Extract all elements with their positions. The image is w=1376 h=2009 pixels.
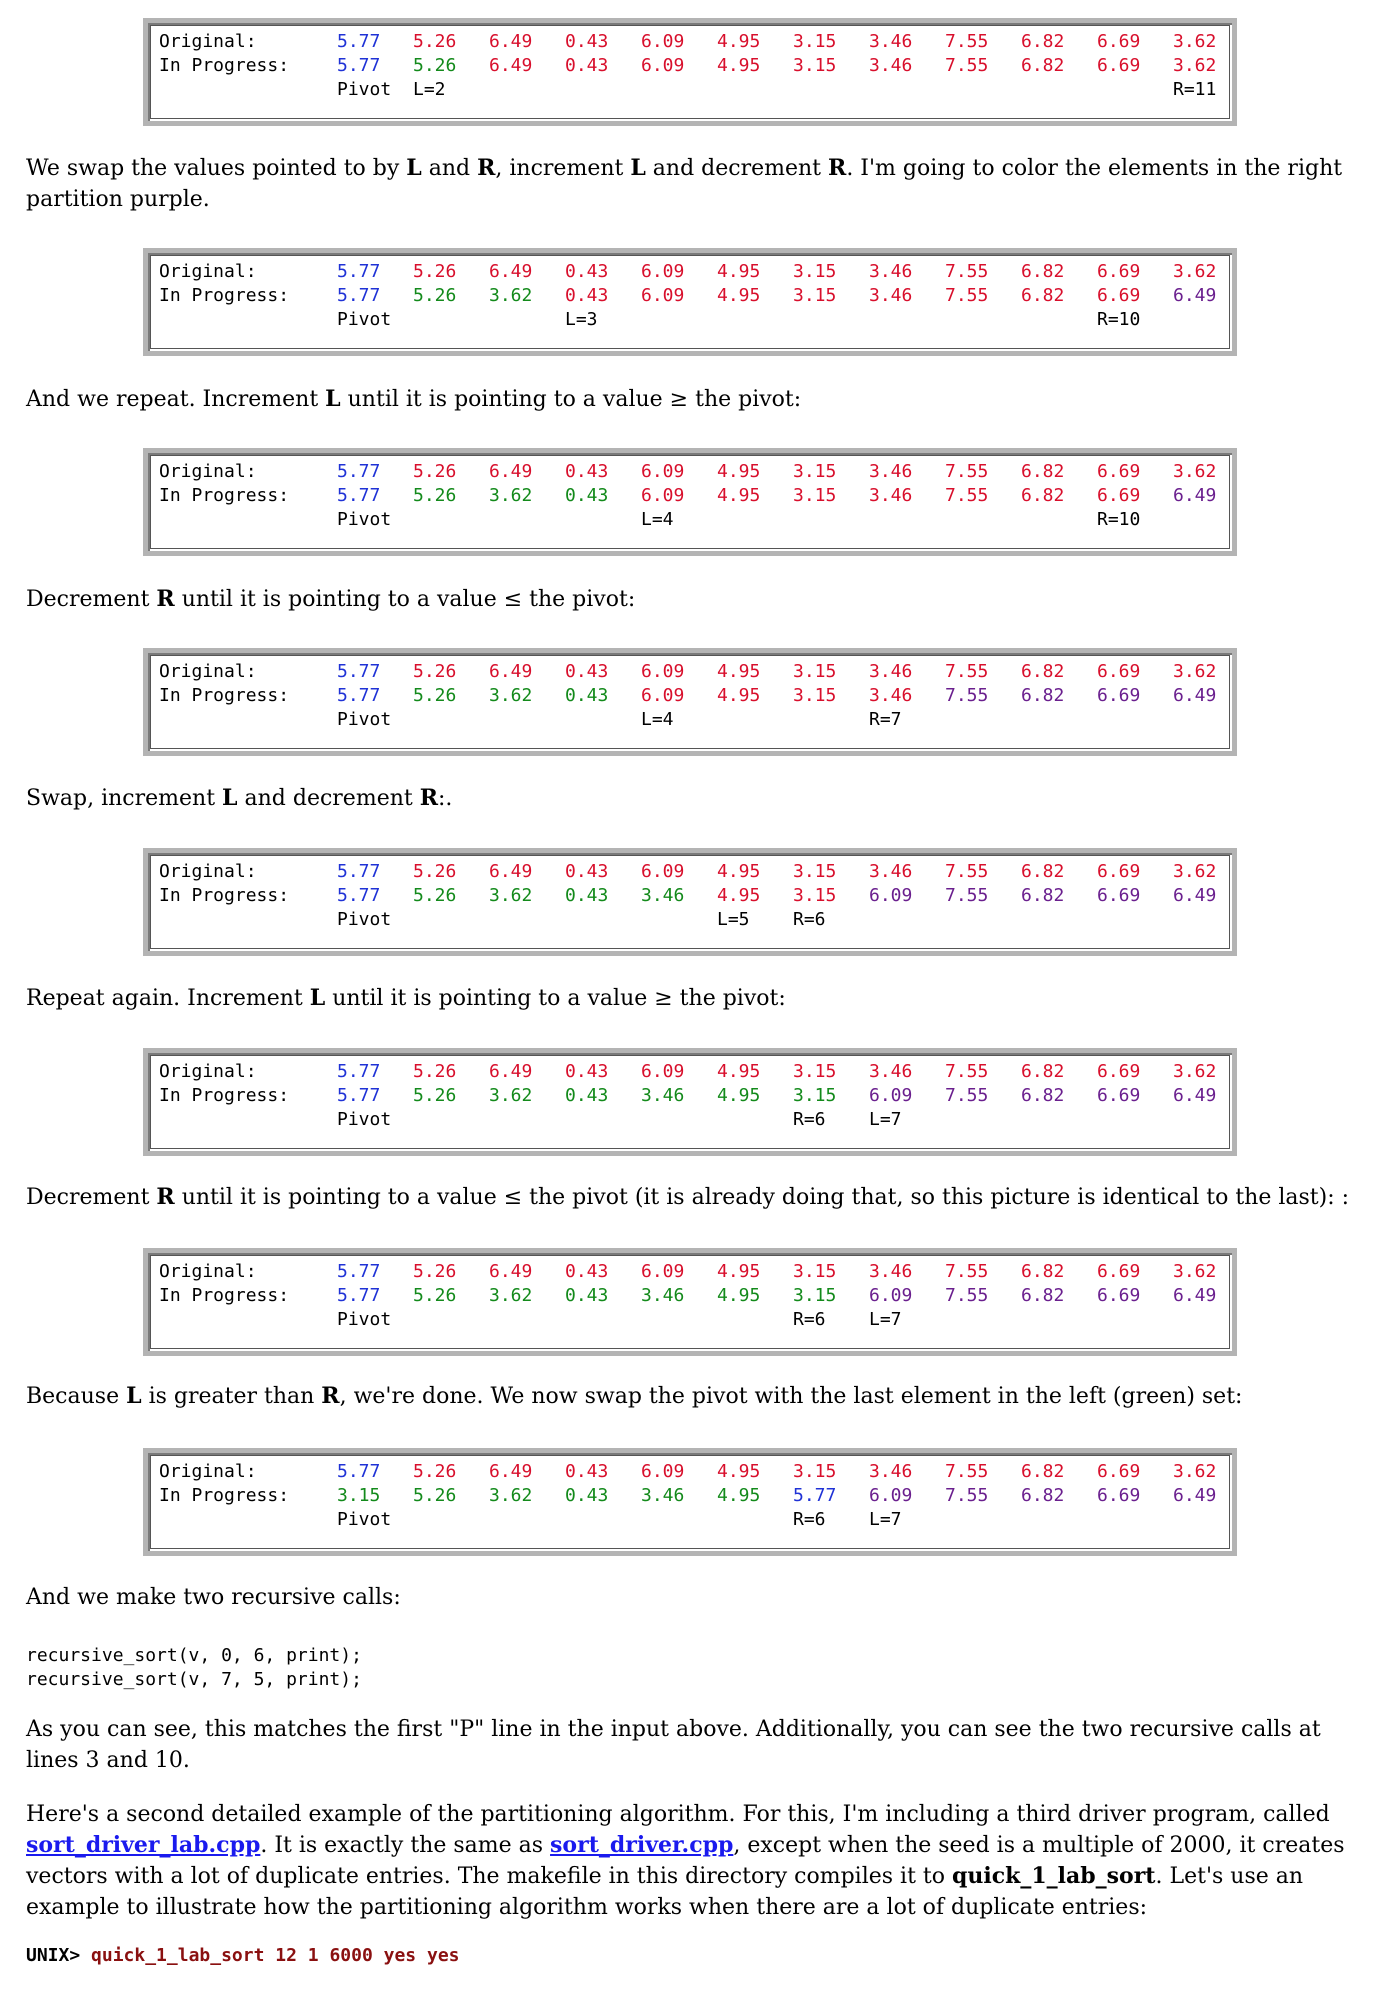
in-progress-row-cell: 3.46 [641, 1285, 685, 1306]
paragraph-matches: As you can see, this matches the first "P" line in the input above. Additionally, you can see the two recursive calls at lines 3 and 10. [26, 1717, 1321, 1773]
pointer-row-cell: R=10 [1097, 309, 1141, 330]
original-row-cell: 0.43 [565, 261, 609, 282]
original-row [159, 30, 1219, 54]
original-row-cell: 3.46 [869, 1261, 913, 1282]
original-row-label: Original: [159, 1461, 257, 1482]
original-row-cell: 4.95 [717, 1061, 761, 1082]
paragraph-swap-again: Swap, increment L and decrement R:. [26, 785, 453, 811]
in-progress-row [159, 1284, 1219, 1308]
in-progress-row-cell: 6.09 [869, 1285, 913, 1306]
code-line-1: recursive_sort(v, 0, 6, print); [26, 1645, 362, 1666]
original-row-cell: 6.49 [489, 661, 533, 682]
in-progress-row-cell: 3.46 [641, 885, 685, 906]
original-row-cell: 5.77 [337, 1061, 381, 1082]
in-progress-row-cell: 5.26 [413, 1285, 457, 1306]
pointer-row [159, 508, 1219, 532]
original-row [159, 1260, 1219, 1284]
in-progress-row-cell: 6.69 [1097, 1485, 1141, 1506]
original-row-cell: 5.77 [337, 261, 381, 282]
in-progress-row-cell: 3.15 [793, 1085, 837, 1106]
original-row-cell: 6.82 [1021, 461, 1065, 482]
original-row-cell: 6.09 [641, 661, 685, 682]
original-row-cell: 5.26 [413, 861, 457, 882]
in-progress-row-cell: 6.49 [1173, 685, 1217, 706]
pointer-row-cell: Pivot [337, 1509, 392, 1530]
pointer-row [159, 708, 1219, 732]
original-row-cell: 4.95 [717, 661, 761, 682]
original-row [159, 860, 1219, 884]
in-progress-row-cell: 7.55 [945, 1285, 989, 1306]
in-progress-row-cell: 6.49 [1173, 1485, 1217, 1506]
original-row-cell: 5.77 [337, 661, 381, 682]
original-row-cell: 5.26 [413, 261, 457, 282]
in-progress-row-cell: 6.69 [1097, 1285, 1141, 1306]
in-progress-row-cell: 6.09 [869, 1485, 913, 1506]
pointer-row-cell: Pivot [337, 1109, 392, 1130]
in-progress-row-cell: 3.15 [793, 285, 837, 306]
paragraph-done: Because L is greater than R, we're done. We now swap the pivot with the last element in the left (green) set: [26, 1383, 1243, 1409]
in-progress-row-label: In Progress: [159, 685, 290, 706]
original-row-cell: 4.95 [717, 1261, 761, 1282]
in-progress-row-cell: 3.62 [1173, 55, 1217, 76]
in-progress-row-cell: 6.82 [1021, 685, 1065, 706]
in-progress-row-cell: 3.15 [793, 55, 837, 76]
original-row-cell: 6.69 [1097, 1461, 1141, 1482]
original-row-cell: 6.82 [1021, 861, 1065, 882]
in-progress-row-cell: 7.55 [945, 685, 989, 706]
in-progress-row-cell: 5.77 [337, 55, 381, 76]
in-progress-row [159, 1084, 1219, 1108]
pointer-row-cell: R=11 [1173, 79, 1217, 100]
original-row-cell: 5.26 [413, 1261, 457, 1282]
in-progress-row [159, 284, 1219, 308]
partition-box-2 [143, 248, 1237, 356]
original-row-cell: 6.82 [1021, 661, 1065, 682]
in-progress-row-cell: 3.46 [869, 285, 913, 306]
original-row-cell: 6.69 [1097, 661, 1141, 682]
in-progress-row-cell: 3.46 [641, 1485, 685, 1506]
in-progress-row-cell: 6.49 [1173, 885, 1217, 906]
original-row-cell: 0.43 [565, 461, 609, 482]
original-row-cell: 6.09 [641, 261, 685, 282]
in-progress-row-label: In Progress: [159, 885, 290, 906]
original-row-cell: 7.55 [945, 31, 989, 52]
in-progress-row-cell: 0.43 [565, 485, 609, 506]
original-row-cell: 5.77 [337, 1261, 381, 1282]
original-row [159, 660, 1219, 684]
in-progress-row [159, 1484, 1219, 1508]
original-row-cell: 4.95 [717, 31, 761, 52]
original-row-label: Original: [159, 261, 257, 282]
in-progress-row-cell: 3.62 [489, 1285, 533, 1306]
original-row-cell: 3.62 [1173, 1061, 1217, 1082]
pointer-row [159, 78, 1219, 102]
original-row-cell: 3.46 [869, 1461, 913, 1482]
in-progress-row-cell: 6.49 [489, 55, 533, 76]
original-row-cell: 5.77 [337, 1461, 381, 1482]
in-progress-row [159, 484, 1219, 508]
in-progress-row-cell: 5.77 [793, 1485, 837, 1506]
in-progress-row-cell: 5.77 [337, 285, 381, 306]
paragraph-decrement-again: Decrement R until it is pointing to a value ≤ the pivot (it is already doing that, so this picture is identical to the last): : [26, 1184, 1350, 1210]
in-progress-row-cell: 4.95 [717, 485, 761, 506]
original-row-cell: 6.09 [641, 1461, 685, 1482]
original-row-cell: 7.55 [945, 661, 989, 682]
in-progress-row-label: In Progress: [159, 1285, 290, 1306]
in-progress-row-cell: 5.77 [337, 485, 381, 506]
in-progress-row-cell: 6.69 [1097, 885, 1141, 906]
in-progress-row-cell: 6.69 [1097, 1085, 1141, 1106]
pointer-row-cell: R=7 [869, 709, 902, 730]
original-row-cell: 6.49 [489, 1261, 533, 1282]
original-row-cell: 3.62 [1173, 1261, 1217, 1282]
original-row-cell: 6.69 [1097, 1261, 1141, 1282]
in-progress-row-cell: 0.43 [565, 885, 609, 906]
original-row-cell: 6.82 [1021, 1261, 1065, 1282]
original-row-cell: 5.26 [413, 461, 457, 482]
original-row-cell: 4.95 [717, 1461, 761, 1482]
paragraph-repeat: And we repeat. Increment L until it is pointing to a value ≥ the pivot: [26, 386, 802, 412]
in-progress-row-cell: 4.95 [717, 285, 761, 306]
original-row-cell: 5.77 [337, 861, 381, 882]
in-progress-row-cell: 3.62 [489, 1485, 533, 1506]
command-line [26, 1944, 460, 1968]
pointer-row-cell: Pivot [337, 1309, 392, 1330]
original-row-cell: 6.82 [1021, 31, 1065, 52]
original-row-cell: 3.46 [869, 661, 913, 682]
in-progress-row-cell: 4.95 [717, 1485, 761, 1506]
original-row-cell: 6.09 [641, 461, 685, 482]
original-row-cell: 6.49 [489, 861, 533, 882]
in-progress-row-label: In Progress: [159, 55, 290, 76]
pointer-row-cell: Pivot [337, 909, 392, 930]
original-row-cell: 3.15 [793, 861, 837, 882]
pointer-row-cell: R=6 [793, 1109, 826, 1130]
original-row-cell: 3.46 [869, 31, 913, 52]
in-progress-row-cell: 5.77 [337, 685, 381, 706]
original-row [159, 260, 1219, 284]
in-progress-row-cell: 0.43 [565, 685, 609, 706]
pointer-row [159, 1108, 1219, 1132]
in-progress-row-cell: 5.26 [413, 1085, 457, 1106]
in-progress-row-cell: 4.95 [717, 55, 761, 76]
in-progress-row-cell: 6.09 [869, 885, 913, 906]
original-row-cell: 4.95 [717, 261, 761, 282]
in-progress-row-cell: 4.95 [717, 685, 761, 706]
in-progress-row-cell: 6.49 [1173, 285, 1217, 306]
original-row-cell: 3.46 [869, 261, 913, 282]
in-progress-row-cell: 5.77 [337, 1285, 381, 1306]
original-row-cell: 3.62 [1173, 1461, 1217, 1482]
original-row-cell: 5.26 [413, 661, 457, 682]
pointer-row-cell: L=3 [565, 309, 598, 330]
original-row-cell: 6.49 [489, 31, 533, 52]
in-progress-row-cell: 6.82 [1021, 55, 1065, 76]
partition-box-6 [143, 1048, 1237, 1156]
pointer-row-cell: Pivot [337, 509, 392, 530]
original-row-cell: 7.55 [945, 1261, 989, 1282]
original-row-cell: 6.49 [489, 1061, 533, 1082]
in-progress-row-cell: 6.49 [1173, 1085, 1217, 1106]
in-progress-row-cell: 6.49 [1173, 485, 1217, 506]
original-row-cell: 3.46 [869, 1061, 913, 1082]
in-progress-row-cell: 4.95 [717, 885, 761, 906]
in-progress-row [159, 884, 1219, 908]
in-progress-row-cell: 5.77 [337, 1085, 381, 1106]
pointer-row [159, 1508, 1219, 1532]
in-progress-row-cell: 3.15 [337, 1485, 381, 1506]
paragraph-swap: We swap the values pointed to by L and R, increment L and decrement R. I'm going to color the elements in the right partition purple. [26, 155, 1343, 212]
paragraph-second-example: Here's a second detailed example of the partitioning algorithm. For this, I'm including a third driver program, called sort_driver_lab.cpp. It is exactly the same as sort_driver.cpp, except when the seed is a multiple of 2000, it creates vectors with a lot of duplicate entries. The makefile in this directory compiles it to quick_1_lab_sort. Let's use an example to illustrate how the partitioning algorithm works when there are a lot of duplicate entries: [26, 1802, 1345, 1920]
partition-box-7 [143, 1248, 1237, 1356]
in-progress-row-cell: 5.26 [413, 55, 457, 76]
in-progress-row-label: In Progress: [159, 1085, 290, 1106]
original-row-cell: 3.62 [1173, 461, 1217, 482]
in-progress-row-label: In Progress: [159, 285, 290, 306]
pointer-row-cell: L=7 [869, 1309, 902, 1330]
in-progress-row-cell: 3.15 [793, 685, 837, 706]
partition-box-4 [143, 648, 1237, 756]
in-progress-row [159, 684, 1219, 708]
original-row-cell: 3.62 [1173, 31, 1217, 52]
pointer-row-cell: Pivot [337, 309, 392, 330]
original-row-cell: 3.46 [869, 861, 913, 882]
in-progress-row-cell: 6.09 [869, 1085, 913, 1106]
in-progress-row-cell: 0.43 [565, 1085, 609, 1106]
partition-box-8 [143, 1448, 1237, 1556]
original-row-cell: 0.43 [565, 1261, 609, 1282]
original-row-cell: 6.09 [641, 1061, 685, 1082]
link-sort-driver-lab[interactable]: sort_driver_lab.cpp [26, 1832, 261, 1858]
original-row-cell: 6.69 [1097, 461, 1141, 482]
in-progress-row-cell: 6.69 [1097, 55, 1141, 76]
original-row-cell: 3.15 [793, 1461, 837, 1482]
original-row-cell: 7.55 [945, 261, 989, 282]
in-progress-row-cell: 6.82 [1021, 1085, 1065, 1106]
original-row-cell: 6.49 [489, 461, 533, 482]
pointer-row-cell: L=4 [641, 709, 674, 730]
original-row-cell: 6.49 [489, 1461, 533, 1482]
in-progress-row-cell: 3.15 [793, 485, 837, 506]
in-progress-row-label: In Progress: [159, 1485, 290, 1506]
pointer-row-cell: L=4 [641, 509, 674, 530]
in-progress-row-cell: 6.49 [1173, 1285, 1217, 1306]
in-progress-row-cell: 6.09 [641, 55, 685, 76]
in-progress-row-cell: 7.55 [945, 885, 989, 906]
original-row [159, 1460, 1219, 1484]
original-row-cell: 0.43 [565, 661, 609, 682]
original-row-cell: 0.43 [565, 1461, 609, 1482]
in-progress-row-cell: 6.09 [641, 285, 685, 306]
in-progress-row-cell: 3.46 [869, 55, 913, 76]
pointer-row-cell: R=6 [793, 1509, 826, 1530]
in-progress-row-cell: 7.55 [945, 1085, 989, 1106]
original-row-cell: 6.69 [1097, 261, 1141, 282]
original-row-cell: 7.55 [945, 1461, 989, 1482]
original-row-cell: 4.95 [717, 461, 761, 482]
in-progress-row-cell: 5.26 [413, 1485, 457, 1506]
original-row-cell: 5.26 [413, 31, 457, 52]
original-row-label: Original: [159, 1261, 257, 1282]
in-progress-row-cell: 5.26 [413, 685, 457, 706]
paragraph-repeat-again: Repeat again. Increment L until it is pointing to a value ≥ the pivot: [26, 985, 786, 1011]
in-progress-row-cell: 7.55 [945, 285, 989, 306]
original-row-cell: 3.62 [1173, 661, 1217, 682]
original-row-cell: 0.43 [565, 1061, 609, 1082]
command-text: quick_1_lab_sort 12 1 6000 yes yes [91, 1945, 460, 1966]
pointer-row-cell: Pivot [337, 709, 392, 730]
pointer-row-cell: L=7 [869, 1509, 902, 1530]
original-row-cell: 5.77 [337, 31, 381, 52]
partition-box-3 [143, 448, 1237, 556]
original-row-cell: 6.09 [641, 1261, 685, 1282]
original-row-cell: 3.15 [793, 261, 837, 282]
original-row [159, 460, 1219, 484]
in-progress-row-cell: 3.62 [489, 885, 533, 906]
in-progress-row-cell: 3.62 [489, 685, 533, 706]
in-progress-row-cell: 5.26 [413, 285, 457, 306]
original-row-cell: 3.15 [793, 1061, 837, 1082]
in-progress-row-cell: 7.55 [945, 55, 989, 76]
original-row-cell: 6.82 [1021, 1461, 1065, 1482]
pointer-row [159, 908, 1219, 932]
in-progress-row-cell: 0.43 [565, 1485, 609, 1506]
in-progress-row-cell: 3.15 [793, 885, 837, 906]
original-row-label: Original: [159, 31, 257, 52]
pointer-row [159, 1308, 1219, 1332]
original-row-cell: 6.82 [1021, 1061, 1065, 1082]
original-row [159, 1060, 1219, 1084]
original-row-label: Original: [159, 461, 257, 482]
original-row-label: Original: [159, 861, 257, 882]
original-row-cell: 3.15 [793, 661, 837, 682]
in-progress-row-cell: 3.46 [869, 485, 913, 506]
in-progress-row-cell: 3.62 [489, 485, 533, 506]
pointer-row-cell: Pivot [337, 79, 392, 100]
in-progress-row-cell: 0.43 [565, 55, 609, 76]
original-row-cell: 6.09 [641, 31, 685, 52]
in-progress-row-cell: 3.46 [869, 685, 913, 706]
original-row-cell: 4.95 [717, 861, 761, 882]
original-row-cell: 6.09 [641, 861, 685, 882]
original-row-cell: 6.82 [1021, 261, 1065, 282]
paragraph-decrement-r: Decrement R until it is pointing to a value ≤ the pivot: [26, 586, 636, 612]
in-progress-row-cell: 7.55 [945, 485, 989, 506]
in-progress-row-cell: 6.69 [1097, 685, 1141, 706]
in-progress-row-cell: 6.82 [1021, 1485, 1065, 1506]
original-row-cell: 7.55 [945, 1061, 989, 1082]
in-progress-row-cell: 3.62 [489, 285, 533, 306]
in-progress-row-cell: 4.95 [717, 1085, 761, 1106]
original-row-cell: 3.15 [793, 461, 837, 482]
unix-prompt: UNIX> [26, 1945, 92, 1966]
in-progress-row [159, 54, 1219, 78]
original-row-cell: 3.15 [793, 31, 837, 52]
original-row-label: Original: [159, 1061, 257, 1082]
partition-box-5 [143, 848, 1237, 956]
original-row-cell: 0.43 [565, 861, 609, 882]
original-row-cell: 3.62 [1173, 861, 1217, 882]
in-progress-row-cell: 5.26 [413, 485, 457, 506]
in-progress-row-cell: 6.09 [641, 685, 685, 706]
code-line-2: recursive_sort(v, 7, 5, print); [26, 1669, 362, 1690]
in-progress-row-label: In Progress: [159, 485, 290, 506]
link-sort-driver[interactable]: sort_driver.cpp [550, 1832, 734, 1858]
in-progress-row-cell: 5.26 [413, 885, 457, 906]
in-progress-row-cell: 6.09 [641, 485, 685, 506]
original-row-cell: 7.55 [945, 861, 989, 882]
pointer-row-cell: R=6 [793, 1309, 826, 1330]
original-row-cell: 7.55 [945, 461, 989, 482]
pointer-row [159, 308, 1219, 332]
in-progress-row-cell: 3.15 [793, 1285, 837, 1306]
pointer-row-cell: L=2 [413, 79, 446, 100]
in-progress-row-cell: 0.43 [565, 1285, 609, 1306]
pointer-row-cell: R=10 [1097, 509, 1141, 530]
in-progress-row-cell: 3.46 [641, 1085, 685, 1106]
original-row-cell: 0.43 [565, 31, 609, 52]
in-progress-row-cell: 7.55 [945, 1485, 989, 1506]
original-row-cell: 5.77 [337, 461, 381, 482]
in-progress-row-cell: 3.62 [489, 1085, 533, 1106]
pointer-row-cell: L=5 [717, 909, 750, 930]
original-row-label: Original: [159, 661, 257, 682]
in-progress-row-cell: 5.77 [337, 885, 381, 906]
original-row-cell: 6.69 [1097, 31, 1141, 52]
pointer-row-cell: L=7 [869, 1109, 902, 1130]
in-progress-row-cell: 6.82 [1021, 1285, 1065, 1306]
original-row-cell: 5.26 [413, 1061, 457, 1082]
in-progress-row-cell: 0.43 [565, 285, 609, 306]
original-row-cell: 6.49 [489, 261, 533, 282]
in-progress-row-cell: 6.82 [1021, 285, 1065, 306]
in-progress-row-cell: 6.69 [1097, 485, 1141, 506]
original-row-cell: 5.26 [413, 1461, 457, 1482]
in-progress-row-cell: 6.69 [1097, 285, 1141, 306]
original-row-cell: 6.69 [1097, 1061, 1141, 1082]
in-progress-row-cell: 6.82 [1021, 885, 1065, 906]
in-progress-row-cell: 6.82 [1021, 485, 1065, 506]
pointer-row-cell: R=6 [793, 909, 826, 930]
original-row-cell: 6.69 [1097, 861, 1141, 882]
in-progress-row-cell: 4.95 [717, 1285, 761, 1306]
partition-box-1 [143, 18, 1237, 126]
paragraph-recursive-calls: And we make two recursive calls: [26, 1585, 401, 1610]
original-row-cell: 3.62 [1173, 261, 1217, 282]
original-row-cell: 3.15 [793, 1261, 837, 1282]
original-row-cell: 3.46 [869, 461, 913, 482]
